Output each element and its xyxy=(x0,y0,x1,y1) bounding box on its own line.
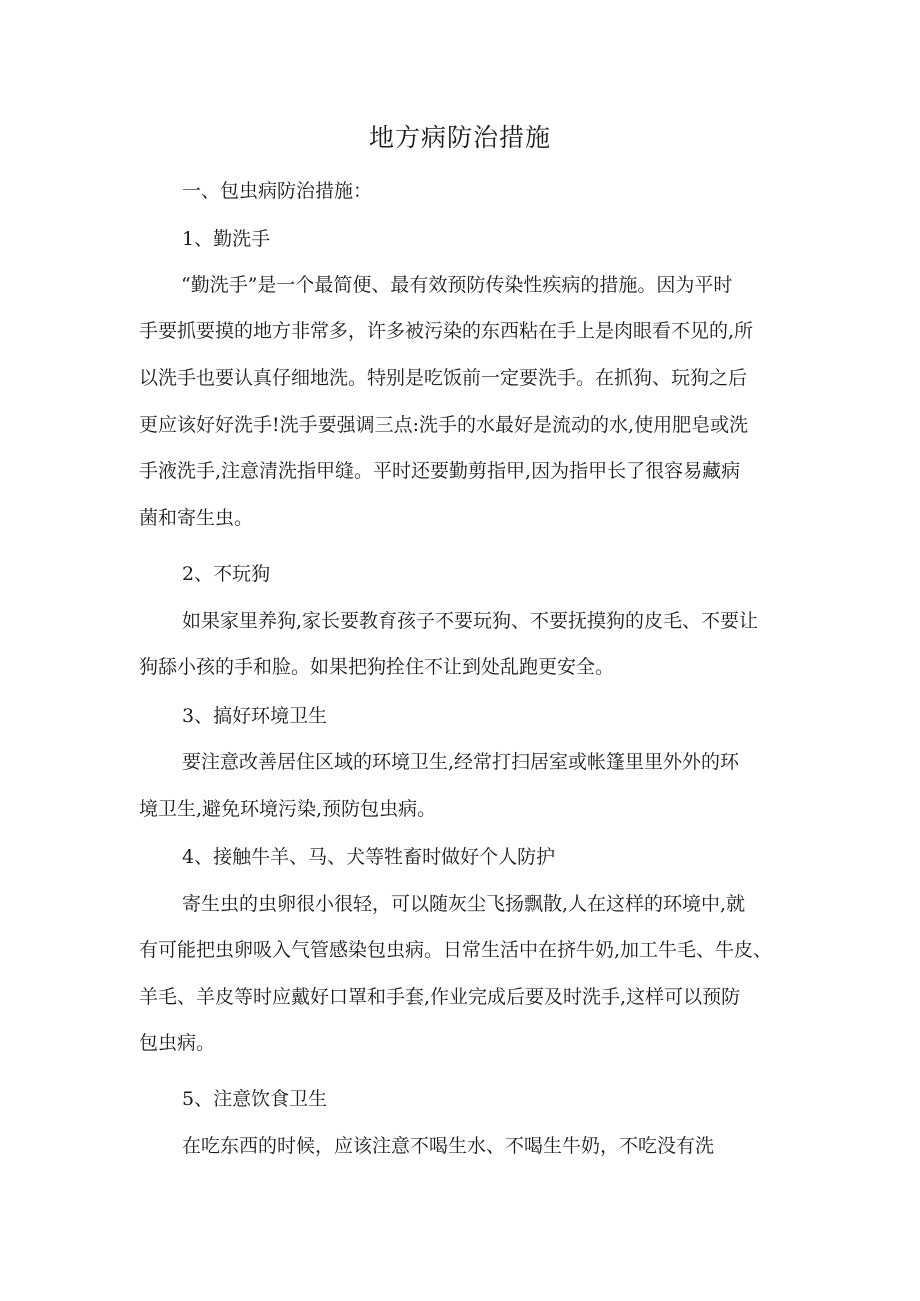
item-heading: 1、勤洗手 xyxy=(182,228,271,250)
paragraph-line: 羊毛、羊皮等时应戴好口罩和手套,作业完成后要及时洗手,这样可以预防 xyxy=(139,986,741,1008)
paragraph-line: 手液洗手,注意清洗指甲缝。平时还要勤剪指甲,因为指甲长了很容易藏病 xyxy=(139,460,741,482)
paragraph-line: 在吃东西的时候，应该注意不喝生水、不喝生牛奶，不吃没有洗 xyxy=(182,1135,715,1157)
paragraph-line: 包虫病。 xyxy=(139,1032,216,1054)
paragraph-line: 更应该好好洗手!洗手要强调三点:洗手的水最好是流动的水,使用肥皂或洗 xyxy=(139,414,749,436)
paragraph-line: 寄生虫的虫卵很小很轻，可以随灰尘飞扬飘散,人在这样的环境中,就 xyxy=(182,893,746,915)
item-heading: 3、搞好环境卫生 xyxy=(182,705,328,727)
item-heading: 2、不玩狗 xyxy=(182,563,271,585)
paragraph-line: 如果家里养狗,家长要教育孩子不要玩狗、不要抚摸狗的皮毛、不要让 xyxy=(182,610,759,632)
paragraph-line: 境卫生,避免环境污染,预防包虫病。 xyxy=(139,798,437,820)
paragraph-line: 以洗手也要认真仔细地洗。特别是吃饭前一定要洗手。在抓狗、玩狗之后 xyxy=(139,367,748,389)
paragraph-line: 手要抓要摸的地方非常多，许多被污染的东西粘在手上是肉眼看不见的,所 xyxy=(139,320,754,342)
paragraph-line: 菌和寄生虫。 xyxy=(139,507,254,529)
paragraph-line: “勤洗手”是一个最简便、最有效预防传染性疾病的措施。因为平时 xyxy=(181,274,733,296)
item-heading: 4、接触牛羊、马、犬等牲畜时做好个人防护 xyxy=(182,846,556,868)
section-heading: 一、包虫病防治措施： xyxy=(182,180,373,202)
document-title: 地方病防治措施 xyxy=(368,123,551,152)
paragraph-line: 有可能把虫卵吸入气管感染包虫病。日常生活中在挤牛奶,加工牛毛、牛皮、 xyxy=(139,939,773,961)
paragraph-line: 狗舔小孩的手和脸。如果把狗拴住不让到处乱跑更安全。 xyxy=(139,656,615,678)
paragraph-line: 要注意改善居住区域的环境卫生,经常打扫居室或帐篷里里外外的环 xyxy=(182,751,740,773)
item-heading: 5、注意饮食卫生 xyxy=(182,1088,328,1110)
